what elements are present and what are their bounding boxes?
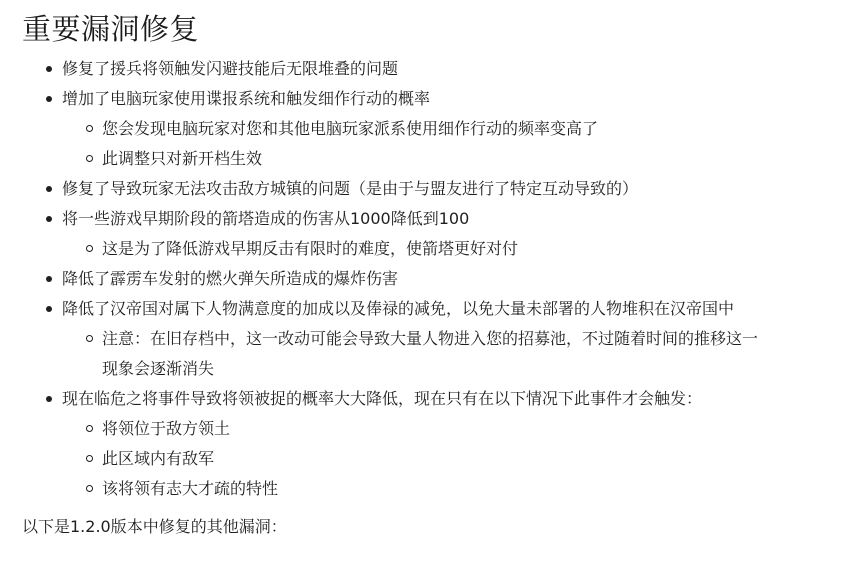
fix-subitem: 该将领有志大才疏的特性 [62, 474, 762, 504]
fix-item-text: 降低了霹雳车发射的燃火弹矢所造成的爆炸伤害 [62, 269, 399, 288]
other-fixes-intro: 以下是1.2.0版本中修复的其他漏洞： [22, 517, 287, 536]
fix-sublist [62, 234, 802, 264]
fix-item [22, 294, 802, 384]
fix-item [22, 384, 802, 504]
fix-subitem: 这是为了降低游戏早期反击有限时的难度，使箭塔更好对付 [62, 234, 762, 264]
fix-item [22, 84, 802, 174]
section-heading: 重要漏洞修复 [22, 12, 200, 46]
fix-sublist [62, 114, 802, 174]
fix-item-text: 修复了导致玩家无法攻击敌方城镇的问题（是由于与盟友进行了特定互动导致的） [62, 179, 639, 198]
fix-item-text: 增加了电脑玩家使用谍报系统和触发细作行动的概率 [62, 89, 431, 108]
fix-item-text: 将一些游戏早期阶段的箭塔造成的伤害从1000降低到100 [62, 209, 470, 228]
fix-subitem: 此区域内有敌军 [62, 444, 762, 474]
fix-item [22, 204, 802, 264]
fix-item-text: 降低了汉帝国对属下人物满意度的加成以及俸禄的减免，以免大量未部署的人物堆积在汉帝国中 [62, 299, 735, 318]
fix-subitem: 此调整只对新开档生效 [62, 144, 762, 174]
fix-subitem: 您会发现电脑玩家对您和其他电脑玩家派系使用细作行动的频率变高了 [62, 114, 762, 144]
fix-item-text: 现在临危之将事件导致将领被捉的概率大大降低，现在只有在以下情况下此事件才会触发： [62, 389, 703, 408]
fix-item [22, 54, 802, 84]
fix-sublist [62, 324, 802, 384]
fix-item [22, 174, 802, 204]
fix-subitem: 注意：在旧存档中，这一改动可能会导致大量人物进入您的招募池，不过随着时间的推移这一现象会逐渐消失 [62, 324, 762, 384]
fix-subitem: 将领位于敌方领土 [62, 414, 762, 444]
fix-item [22, 264, 802, 294]
fix-list [22, 54, 847, 504]
fix-sublist [62, 414, 802, 504]
fix-item-text: 修复了援兵将领触发闪避技能后无限堆叠的问题 [62, 59, 399, 78]
